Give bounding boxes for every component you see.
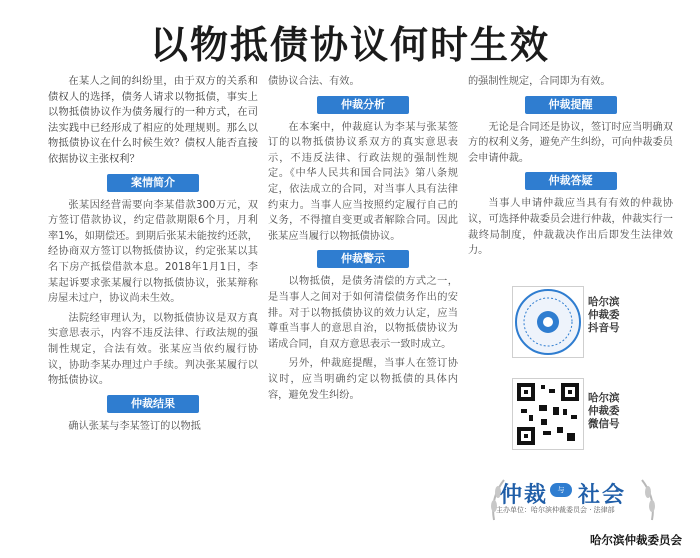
qr-code-icon: [513, 379, 583, 449]
analysis-paragraph-3: 另外，仲裁庭提醒，当事人在签订协议时，应当明确约定以物抵债的具体内容，避免发生纠纷。: [268, 358, 458, 401]
section-label-case: 案情简介: [107, 174, 199, 192]
column-2-intro: 债协议合法、有效。: [268, 76, 360, 87]
section-label-analysis: 仲裁分析: [317, 96, 409, 114]
brand-title-right: 社会: [578, 483, 627, 508]
section-label-faq: 仲裁答疑: [525, 172, 617, 190]
column-2: [268, 74, 458, 407]
case-paragraph-1: 张某因经营需要向李某借款300万元，双方签订借款协议，约定借款期限6个月，月利率1%，如期偿还。到期后张某未能按约还款，经协商双方签订以物抵债协议，约定张某以其名下房产抵偿借款本息。2018年1月1日，李某起诉要求张某履行以物抵债协议，张某辩称房屋未过户，协议尚未生效。: [48, 199, 258, 305]
analysis-paragraph-1: 在本案中，仲裁庭认为李某与张某签订的以物抵债协议系双方的真实意思表示，不违反法律、行政法规的强制性规定。《中华人民共和国合同法》第八条规定，依法成立的合同，对当事人具有法律约束力。当事人应当按照约定履行自己的义务，不得擅自变更或者解除合同。因此张某应当履行以物抵债协议。: [268, 121, 458, 242]
qr-code-icon: [513, 287, 583, 357]
wechat-qr-label: 哈尔滨 仲裁委 微信号: [588, 392, 620, 430]
reminder-paragraph-1: 无论是合同还是协议，签订时应当明确双方的权利义务，避免产生纠纷，可向仲裁委员会申请仲裁。: [468, 121, 673, 164]
case-paragraph-2: 法院经审理认为，以物抵债协议是双方真实意思表示，内容不违反法律、行政法规的强制性规定，合法有效。张某应当依约履行协议，协助李某办理过户手续。判决张某履行以物抵债协议。: [48, 312, 258, 387]
section-label-warning: 仲裁警示: [317, 250, 409, 268]
column-3: [468, 74, 673, 263]
result-paragraph-1: 确认张某与李某签订的以物抵: [68, 420, 201, 432]
douyin-qr-label: 哈尔滨 仲裁委 抖音号: [588, 296, 620, 334]
brand-mark: 与: [550, 483, 572, 497]
article-title: 以物抵债协议何时生效: [149, 22, 550, 67]
faq-paragraph-1: 当事人申请仲裁应当具有有效的仲裁协议，可选择仲裁委员会进行仲裁，仲裁实行一裁终局制度，仲裁裁决作出后即发生法律效力。: [468, 198, 673, 257]
wechat-qr-code: [512, 378, 584, 450]
column-1: [48, 74, 258, 438]
douyin-qr-code: [512, 286, 584, 358]
section-label-reminder: 仲裁提醒: [525, 96, 617, 114]
column-brand-logo: [488, 470, 658, 530]
analysis-paragraph-2: 以物抵债，是债务清偿的方式之一，是当事人之间对于如何清偿债务作出的安排。对于以物抵债协议的效力认定，应当尊重当事人的意思自治，以物抵债协议为诺成合同，自双方意思表示一致时成立。: [268, 276, 458, 350]
brand-subtitle: 主办单位：哈尔滨仲裁委员会 · 法律部: [496, 506, 615, 514]
publisher-credit: 哈尔滨仲裁委员会: [590, 533, 682, 547]
column-3-intro: 的强制性规定，合同即为有效。: [468, 76, 611, 87]
brand-title-left: 仲裁: [500, 483, 549, 508]
lead-paragraph: 在某人之间的纠纷里，由于双方的关系和债权人的选择，债务人请求以物抵债，事实上以物抵债协议作为债务履行的一种方式，在司法实践中已经形成了相应的处理规则。那么以物抵债协议在什么时候生效？债权人能否直接依据协议主张权利？: [48, 76, 258, 165]
section-label-result: 仲裁结果: [107, 395, 199, 413]
